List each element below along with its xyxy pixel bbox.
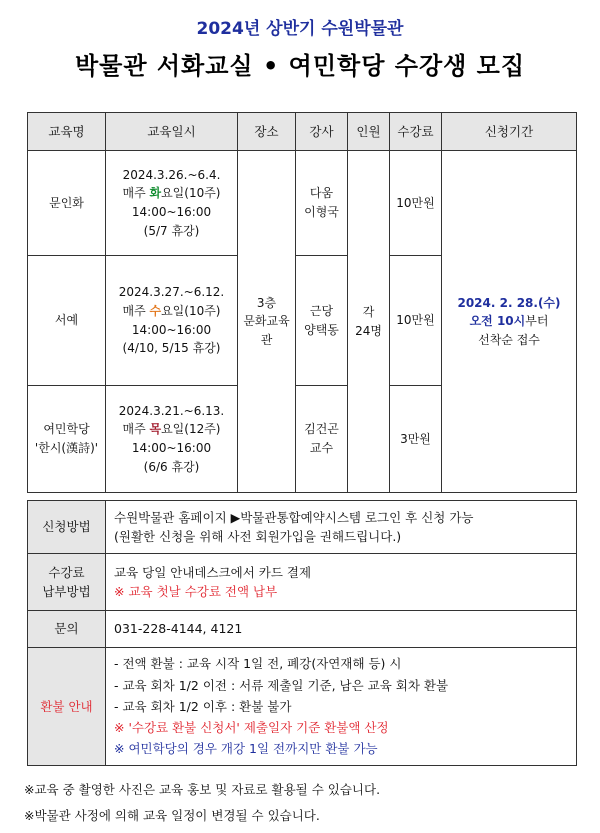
col-header-instructor: 강사: [296, 113, 348, 151]
page-title: 박물관 서화교실 • 여민학당 수강생 모집: [74, 52, 526, 80]
refund-line: - 교육 회차 1/2 이후 : 환불 불가: [114, 698, 292, 714]
payment-label: 수강료 납부방법: [28, 554, 106, 611]
info-table: [27, 500, 577, 766]
course-fee: 10만원: [390, 151, 442, 256]
footer-note-photos: ※교육 중 촬영한 사진은 교육 홍보 및 자료로 활용될 수 있습니다.: [24, 782, 381, 797]
refund-label: 환불 안내: [28, 648, 106, 766]
course-name: 여민학당 '한시(漢詩)': [28, 386, 106, 493]
page-subtitle: 2024년 상반기 수원박물관: [196, 19, 404, 39]
col-header-place: 장소: [238, 113, 296, 151]
info-row-contact: [28, 611, 577, 648]
refund-line: - 교육 회차 1/2 이전 : 서류 제출일 기준, 남은 교육 회차 환불: [114, 677, 449, 693]
info-row-apply: [28, 501, 577, 554]
course-instructor: 김건곤 교수: [296, 386, 348, 493]
apply-content: 수원박물관 홈페이지 ▶박물관통합예약시스템 로그인 후 신청 가능 (원활한 신청을 위해 사전 회원가입을 권해드립니다.): [106, 501, 577, 554]
application-period: 2024. 2. 28.(수) 오전 10시부터 선착순 접수: [442, 151, 577, 493]
col-header-fee: 수강료: [390, 113, 442, 151]
col-header-capacity: 인원: [348, 113, 390, 151]
course-fee: 3만원: [390, 386, 442, 493]
schedule-table: [27, 112, 577, 493]
course-capacity: 각 24명: [348, 151, 390, 493]
payment-content: 교육 당일 안내데스크에서 카드 결제 ※ 교육 첫날 수강료 전액 납부: [106, 554, 577, 611]
refund-note-blue: ※ 여민학당의 경우 개강 1일 전까지만 환불 가능: [114, 741, 378, 757]
info-row-refund: [28, 648, 577, 766]
col-header-period: 신청기간: [442, 113, 577, 151]
table-row: [28, 151, 577, 256]
col-header-datetime: 교육일시: [106, 113, 238, 151]
refund-note-red: ※ '수강료 환불 신청서' 제출일자 기준 환불액 산정: [114, 720, 389, 736]
contact-value: 031-228-4144, 4121: [106, 611, 577, 648]
table-header-row: [28, 113, 577, 151]
course-datetime: 2024.3.26.~6.4. 매주 화요일(10주) 14:00~16:00 (5/7 휴강): [106, 151, 238, 256]
refund-content: [106, 648, 577, 766]
course-instructor: 다움 이형국: [296, 151, 348, 256]
course-name: 서예: [28, 256, 106, 386]
refund-line: - 전액 환불 : 교육 시작 1일 전, 폐강(자연재해 등) 시: [114, 656, 402, 672]
course-place: 3층 문화교육관: [238, 151, 296, 493]
course-name: 문인화: [28, 151, 106, 256]
course-datetime: 2024.3.27.~6.12. 매주 수요일(10주) 14:00~16:00 (4/10, 5/15 휴강): [106, 256, 238, 386]
info-row-payment: [28, 554, 577, 611]
course-instructor: 근당 양택동: [296, 256, 348, 386]
contact-label: 문의: [28, 611, 106, 648]
col-header-name: 교육명: [28, 113, 106, 151]
apply-label: 신청방법: [28, 501, 106, 554]
course-fee: 10만원: [390, 256, 442, 386]
footer-note-schedule: ※박물관 사정에 의해 교육 일정이 변경될 수 있습니다.: [24, 808, 320, 823]
course-datetime: 2024.3.21.~6.13. 매주 목요일(12주) 14:00~16:00 (6/6 휴강): [106, 386, 238, 493]
